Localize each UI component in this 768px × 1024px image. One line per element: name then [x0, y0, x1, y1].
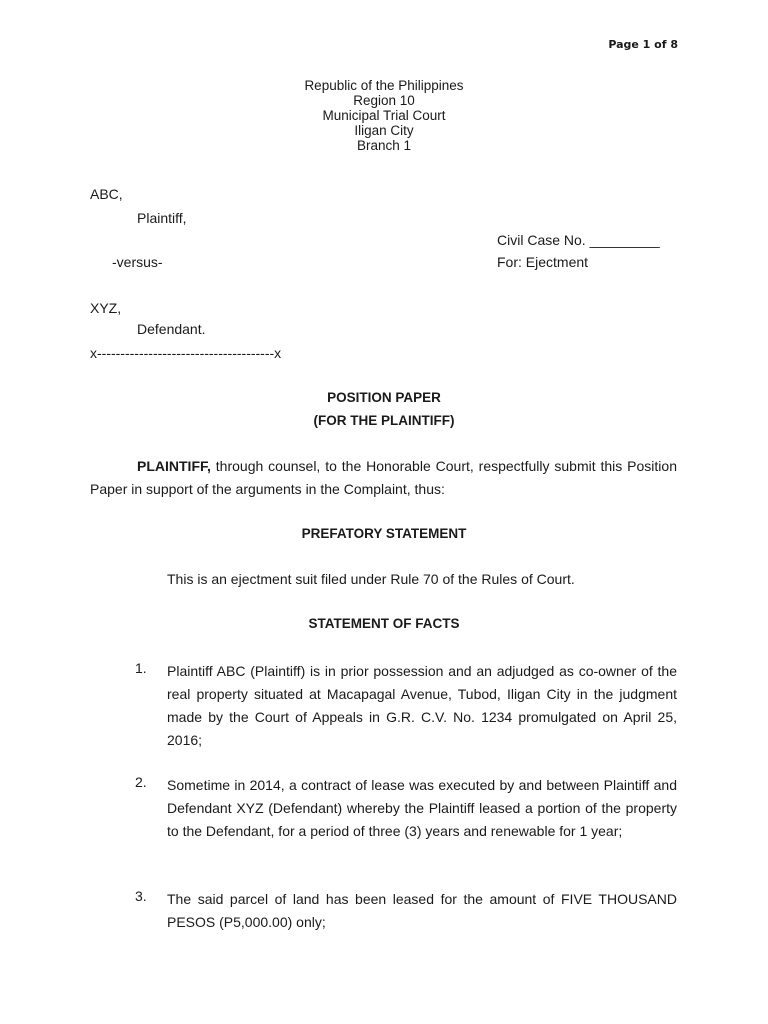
fact-text: Sometime in 2014, a contract of lease was executed by and between Plaintiff and Defendant XYZ (Defendant) whereby the Plaintiff leased a portion of the property to the Defendant, for a period of three (3) years and renewable for 1 year; — [167, 777, 677, 839]
document-title: POSITION PAPER — [327, 390, 441, 405]
civil-case-number: Civil Case No. _________ — [497, 232, 660, 248]
fact-text: Plaintiff ABC (Plaintiff) is in prior possession and an adjudged as co-owner of the real property situated at Macapagal Avenue, Tubod, Iligan City in the judgment made by the Court of Appeals in G.R. C.V. No. 1234 promulgated on April 25, 2016; — [167, 663, 677, 748]
court-header-line: Republic of the Philippines — [304, 78, 464, 93]
plaintiff-role: Plaintiff, — [137, 210, 187, 226]
court-header — [0, 78, 768, 153]
facts-heading: STATEMENT OF FACTS — [308, 616, 460, 631]
caption-separator: x--------------------------------------x — [90, 345, 282, 361]
court-header-line: Municipal Trial Court — [322, 108, 446, 123]
intro-text: through counsel, to the Honorable Court, respectfully submit this Position Paper in support of the arguments in the Complaint, thus: — [90, 458, 677, 497]
fact-number: 2. — [135, 774, 147, 790]
fact-number: 3. — [135, 888, 147, 904]
court-header-line: Region 10 — [353, 93, 415, 108]
prefatory-text: This is an ejectment suit filed under Rule 70 of the Rules of Court. — [167, 571, 575, 587]
fact-text: The said parcel of land has been leased for the amount of FIVE THOUSAND PESOS (P5,000.00) only; — [167, 891, 677, 930]
page-number: Page 1 of 8 — [608, 38, 678, 51]
case-nature: For: Ejectment — [497, 254, 589, 270]
versus-label: -versus- — [112, 254, 163, 270]
plaintiff-name: ABC, — [90, 186, 123, 202]
intro-paragraph — [90, 455, 677, 501]
defendant-name: XYZ, — [90, 300, 122, 316]
document-subtitle: (FOR THE PLAINTIFF) — [313, 413, 455, 428]
defendant-role: Defendant. — [137, 321, 206, 337]
court-header-line: Iligan City — [354, 123, 414, 138]
court-header-line: Branch 1 — [356, 138, 412, 153]
prefatory-heading: PREFATORY STATEMENT — [301, 526, 467, 541]
intro-lead: PLAINTIFF, — [137, 458, 211, 474]
fact-number: 1. — [135, 660, 147, 676]
